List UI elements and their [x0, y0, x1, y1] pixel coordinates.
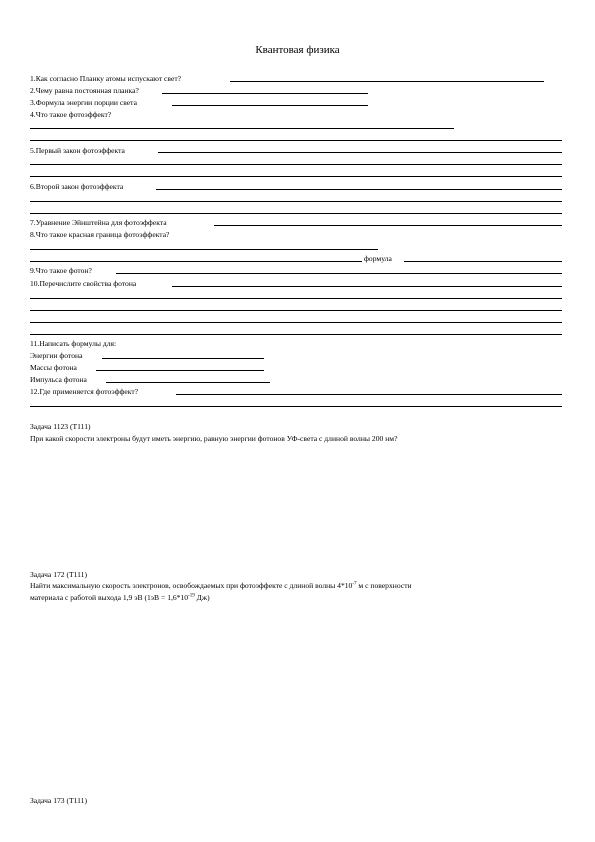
answer-line-9[interactable]	[116, 273, 562, 274]
label-photon-mass: Массы фотона	[30, 363, 77, 372]
question-2: 2.Чему равна постоянная планка?	[30, 86, 139, 95]
question-5: 5.Первый закон фотоэффекта	[30, 146, 125, 155]
answer-line-4a[interactable]	[30, 128, 454, 129]
answer-line-8b[interactable]	[30, 261, 362, 262]
question-10: 10.Перечислите свойства фотона	[30, 279, 137, 288]
answer-line-10d[interactable]	[30, 322, 562, 323]
question-4: 4.Что такое фотоэффект?	[30, 110, 112, 119]
answer-line-5b[interactable]	[30, 164, 562, 165]
task-2-line-2	[30, 593, 210, 603]
answer-line-12b[interactable]	[30, 406, 562, 407]
question-1: 1.Как согласно Планку атомы испускают свет?	[30, 74, 182, 83]
question-12: 12.Где применяется фотоэффект?	[30, 387, 139, 396]
answer-line-10a[interactable]	[172, 286, 562, 287]
answer-line-10e[interactable]	[30, 334, 562, 335]
answer-line-2[interactable]	[162, 93, 368, 94]
question-7: 7.Уравнение Эйнштейна для фотоэффекта	[30, 218, 167, 227]
answer-line-6a[interactable]	[156, 189, 562, 190]
task-2-line-1	[30, 581, 412, 591]
photon-momentum-line[interactable]	[106, 382, 270, 383]
label-photon-energy: Энергии фотона	[30, 351, 83, 360]
answer-line-10c[interactable]	[30, 310, 562, 311]
task-2-exponent-1: -7	[352, 581, 357, 587]
question-9: 9.Что такое фотон?	[30, 266, 92, 275]
answer-line-5c[interactable]	[30, 176, 562, 177]
task-2-line-2-end: Дж)	[194, 593, 210, 602]
answer-line-1[interactable]	[230, 81, 544, 82]
task-2-line-2-text: материала с работой выхода 1,9 эВ (1эВ = 1,6*10	[30, 593, 189, 602]
task-2-exponent-2: -19	[188, 593, 195, 599]
question-11: 11.Написать формулы для:	[30, 339, 117, 348]
answer-line-4b[interactable]	[30, 140, 562, 141]
task-1-title: Задача 1123 (Т111)	[30, 422, 91, 431]
answer-line-6b[interactable]	[30, 201, 562, 202]
answer-line-3[interactable]	[172, 105, 368, 106]
answer-line-12a[interactable]	[176, 394, 562, 395]
answer-line-8a[interactable]	[30, 249, 378, 250]
page-title: Квантовая физика	[255, 44, 340, 56]
answer-line-10b[interactable]	[30, 298, 562, 299]
task-2-title: Задача 172 (Т111)	[30, 570, 88, 579]
question-8: 8.Что такое красная граница фотоэффекта?	[30, 230, 170, 239]
formula-label: формула	[364, 254, 392, 263]
photon-mass-line[interactable]	[96, 370, 264, 371]
answer-line-7[interactable]	[214, 225, 562, 226]
answer-line-5a[interactable]	[158, 152, 562, 153]
task-1-text: При какой скорости электроны будут иметь энергию, равную энергии фотонов УФ-света с длиной волны 200 нм?	[30, 434, 398, 443]
question-6: 6.Второй закон фотоэффекта	[30, 182, 124, 191]
task-2-line-1-end: м с поверхности	[356, 581, 412, 590]
photon-energy-line[interactable]	[102, 358, 264, 359]
label-photon-momentum: Импульса фотона	[30, 375, 87, 384]
task-3-title: Задача 173 (Т111)	[30, 796, 88, 805]
question-3: 3.Формула энергии порции света	[30, 98, 137, 107]
answer-line-6c[interactable]	[30, 213, 562, 214]
formula-line[interactable]	[404, 261, 562, 262]
task-2-line-1-text: Найти максимальную скорость электронов, освобождаемых при фотоэффекте с длиной волны 4*10	[30, 581, 353, 590]
